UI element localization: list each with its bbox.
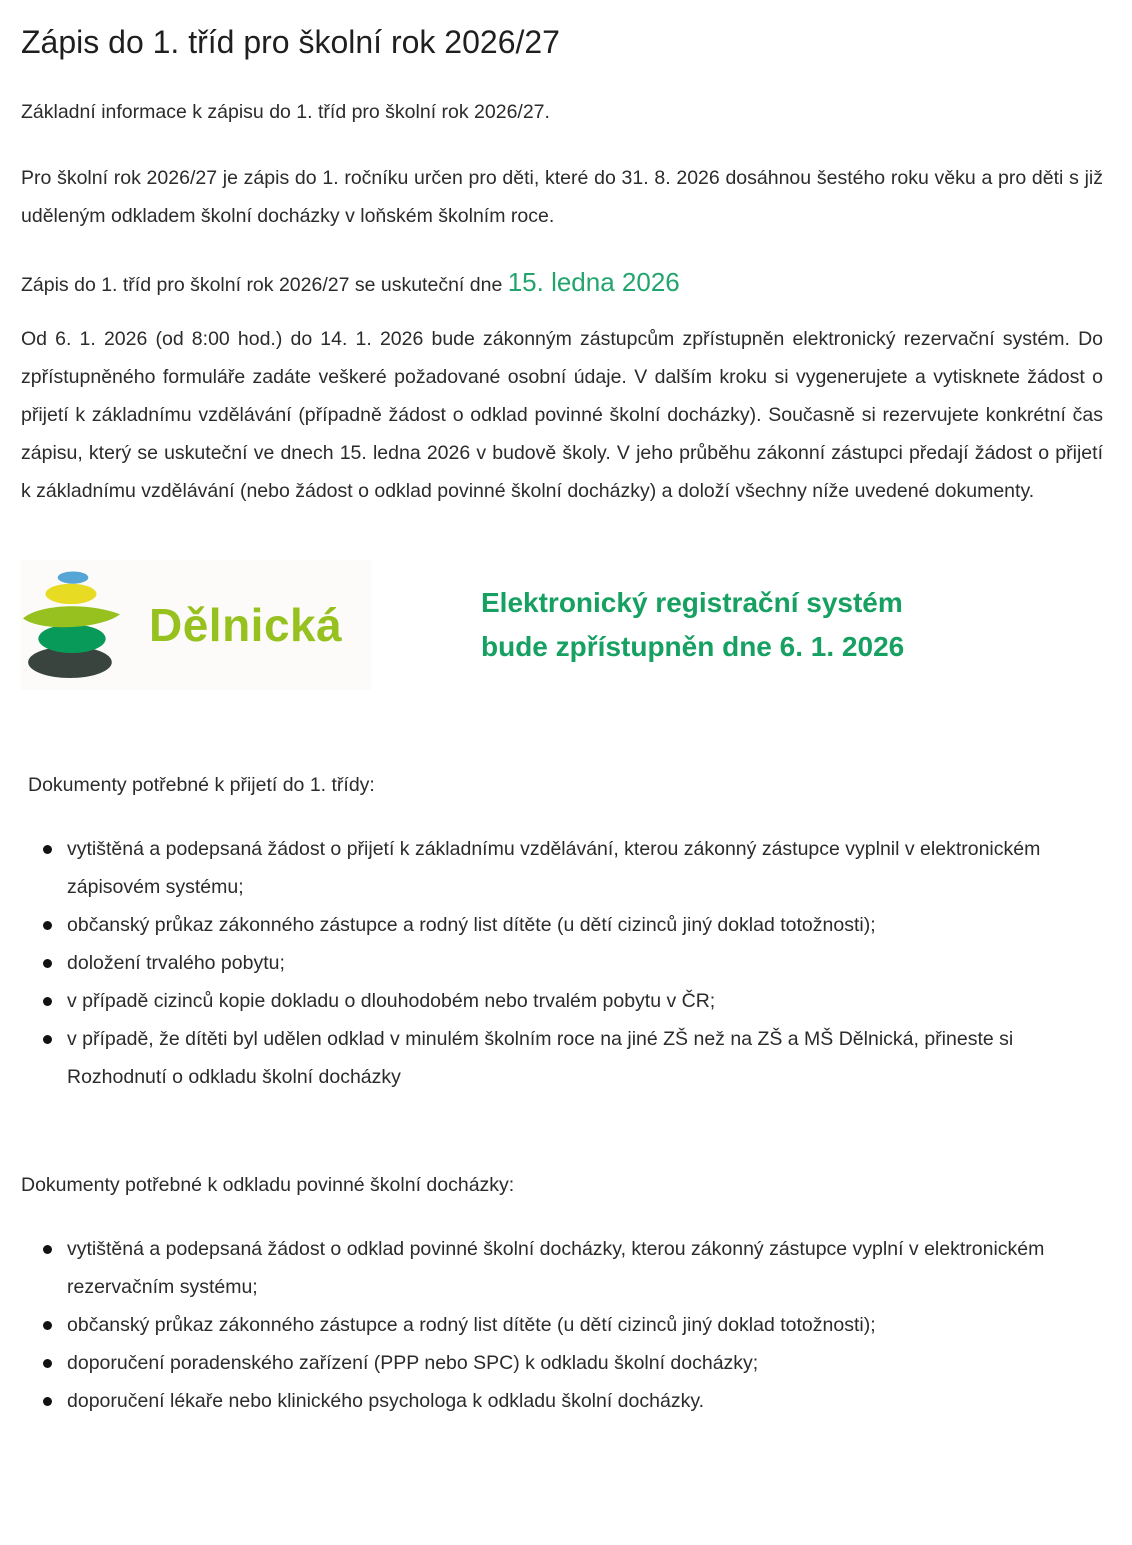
logo-banner-row — [21, 560, 1103, 690]
list-item: doporučení lékaře nebo klinického psychologa k odkladu školní docházky. — [67, 1382, 1103, 1420]
school-logo — [21, 560, 371, 690]
banner-line-1: Elektronický registrační systém — [481, 586, 903, 618]
list-item: doložení trvalého pobytu; — [67, 944, 1103, 982]
eligibility-paragraph: Pro školní rok 2026/27 je zápis do 1. ročníku určen pro děti, které do 31. 8. 2026 dosáhnou šestého roku věku a pro děti s již uděleným odkladem školní docházky v loňském školním roce. — [21, 166, 1103, 227]
enrollment-date-line — [21, 263, 1103, 304]
school-logo-wordmark: Dělnická — [149, 598, 343, 651]
enrollment-date: 15. ledna 2026 — [507, 266, 680, 297]
postponement-documents-list — [21, 1230, 1103, 1420]
stone-cairn-icon — [21, 571, 123, 679]
intro-text: Základní informace k zápisu do 1. tříd pro školní rok 2026/27. — [21, 100, 550, 123]
list-item: vytištěná a podepsaná žádost o odklad povinné školní docházky, kterou zákonný zástupce vyplní v elektronickém rezervačním systému; — [67, 1230, 1103, 1306]
list-item: v případě, že dítěti byl udělen odklad v minulém školním roce na jiné ZŠ než na ZŠ a MŠ Dělnická, přineste si Rozhodnutí o odkladu školní docházky — [67, 1020, 1103, 1096]
list-item: občanský průkaz zákonného zástupce a rodný list dítěte (u dětí cizinců jiný doklad totožnosti); — [67, 1306, 1103, 1344]
page-title: Zápis do 1. tříd pro školní rok 2026/27 — [21, 24, 560, 60]
banner-line-2: bude zpřístupněn dne 6. 1. 2026 — [481, 630, 905, 662]
registration-banner — [481, 581, 904, 669]
postponement-section-heading: Dokumenty potřebné k odkladu povinné školní docházky: — [21, 1173, 515, 1196]
admission-documents-list — [21, 830, 1103, 1096]
list-item: vytištěná a podepsaná žádost o přijetí k základnímu vzdělávání, kterou zákonný zástupce vyplnil v elektronickém zápisovém systému; — [67, 830, 1103, 906]
list-item: občanský průkaz zákonného zástupce a rodný list dítěte (u dětí cizinců jiný doklad totožnosti); — [67, 906, 1103, 944]
process-paragraph: Od 6. 1. 2026 (od 8:00 hod.) do 14. 1. 2026 bude zákonným zástupcům zpřístupněn elektronický rezervační systém. Do zpřístupněného formuláře zadáte veškeré požadované osobní údaje. V dalším kroku si vygenerujete a vytisknete žádost o přijetí k základnímu vzdělávání (případně žádost o odklad povinné školní docházky). Současně si rezervujete konkrétní čas zápisu, který se uskuteční ve dnech 15. ledna 2026 v budově školy. V jeho průběhu zákonní zástupci předají žádost o přijetí k základnímu vzdělávání (nebo žádost o odklad povinné školní docházky) a doloží všechny níže uvedené dokumenty. — [21, 327, 1103, 502]
list-item: doporučení poradenského zařízení (PPP nebo SPC) k odkladu školní docházky; — [67, 1344, 1103, 1382]
list-item: v případě cizinců kopie dokladu o dlouhodobém nebo trvalém pobytu v ČR; — [67, 982, 1103, 1020]
admission-section-heading: Dokumenty potřebné k přijetí do 1. třídy: — [28, 773, 375, 796]
enrollment-date-prefix: Zápis do 1. tříd pro školní rok 2026/27 se uskuteční dne — [21, 273, 508, 296]
